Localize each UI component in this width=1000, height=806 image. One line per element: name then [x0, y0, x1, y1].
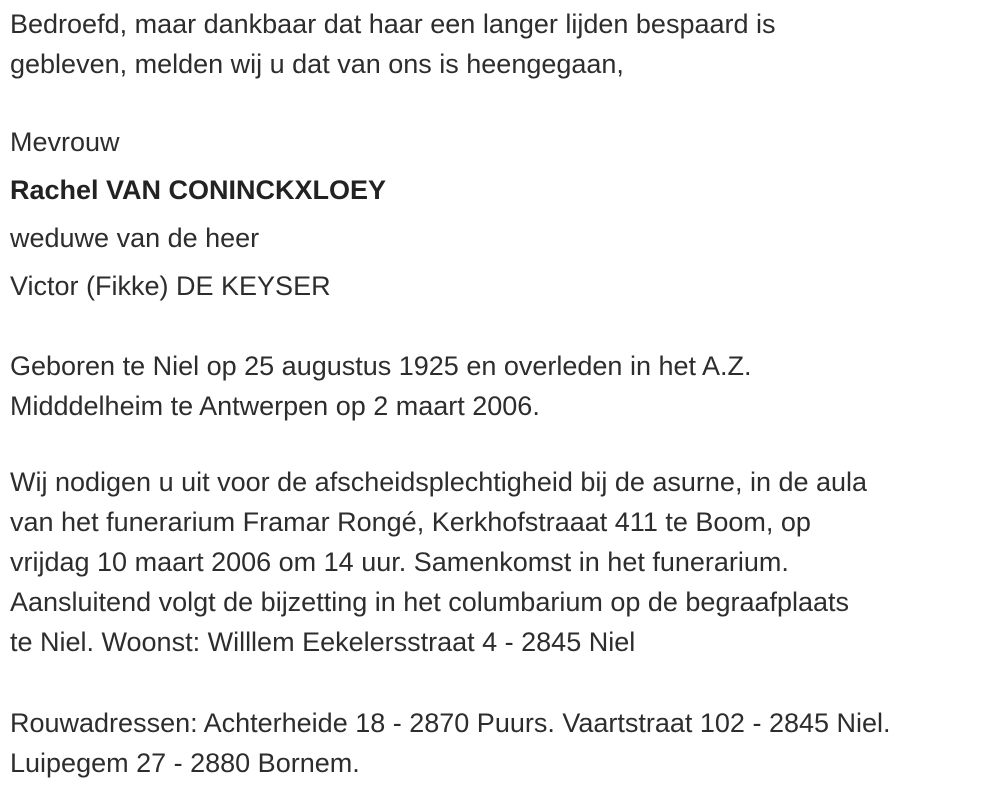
ceremony-line-1: Wij nodigen u uit voor de afscheidsplechtigheid bij de asurne, in de aula	[10, 467, 868, 497]
deceased-name: Rachel VAN CONINCKXLOEY	[10, 175, 387, 205]
life-dates-line-1: Geboren te Niel op 25 augustus 1925 en overleden in het A.Z.	[10, 351, 752, 381]
ceremony-line-2: van het funerarium Framar Rongé, Kerkhofstraaat 411 te Boom, op	[10, 507, 811, 537]
ceremony-paragraph	[10, 462, 990, 662]
intro-paragraph	[10, 4, 990, 84]
intro-line-2: gebleven, melden wij u dat van ons is heengegaan,	[10, 49, 624, 79]
mourning-addresses-line-2: Luipegem 27 - 2880 Bornem.	[10, 748, 360, 778]
life-dates-line-2: Midddelheim te Antwerpen op 2 maart 2006.	[10, 391, 540, 421]
mourning-addresses-line-1: Rouwadressen: Achterheide 18 - 2870 Puurs. Vaartstraat 102 - 2845 Niel.	[10, 708, 891, 738]
deceased-spouse-name: Victor (Fikke) DE KEYSER	[10, 271, 331, 301]
deceased-relation: weduwe van de heer	[10, 223, 260, 253]
ceremony-line-4: Aansluitend volgt de bijzetting in het columbarium op de begraafplaats	[10, 587, 850, 617]
intro-line-1: Bedroefd, maar dankbaar dat haar een langer lijden bespaard is	[10, 9, 776, 39]
mourning-addresses-paragraph	[10, 703, 990, 783]
life-dates-paragraph	[10, 346, 990, 426]
ceremony-line-3: vrijdag 10 maart 2006 om 14 uur. Samenkomst in het funerarium.	[10, 547, 789, 577]
deceased-header	[10, 118, 990, 310]
ceremony-line-5: te Niel. Woonst: Willlem Eekelersstraat 4 - 2845 Niel	[10, 627, 636, 657]
deceased-salutation: Mevrouw	[10, 127, 120, 157]
